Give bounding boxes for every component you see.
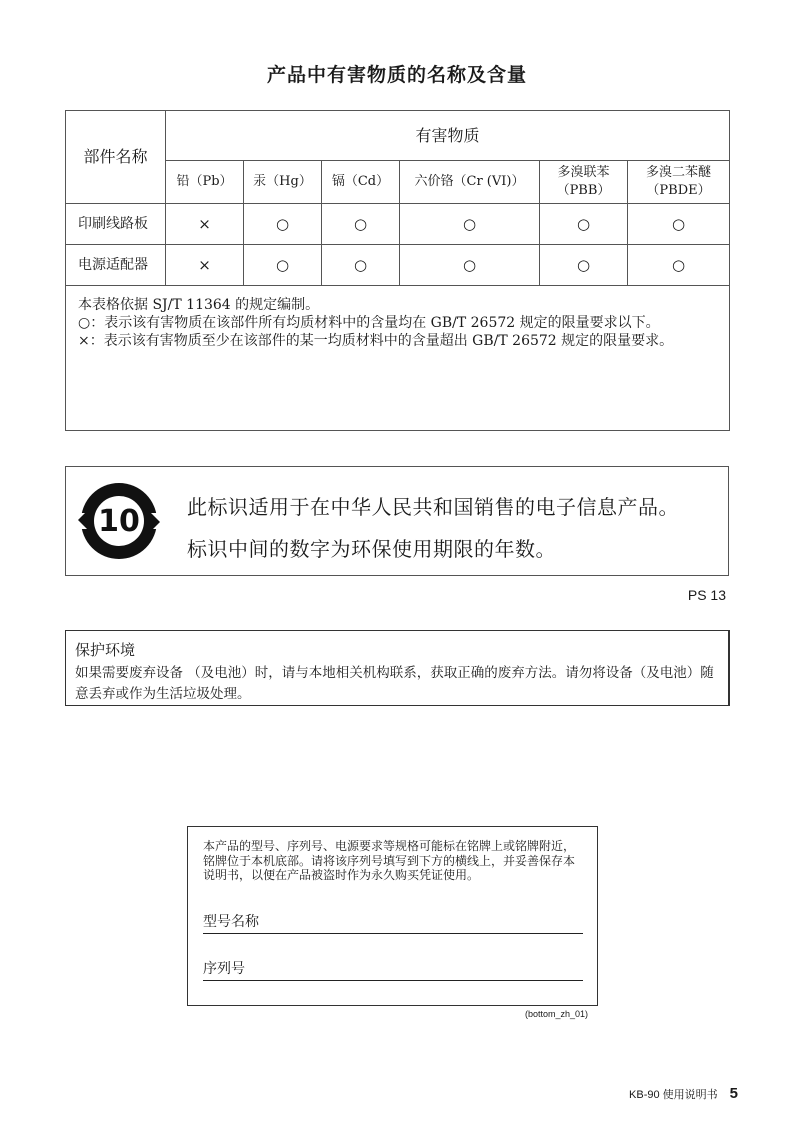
environment-box [65, 630, 730, 706]
mark-cell: ○ [628, 245, 730, 286]
environment-body: 如果需要废弃设备 （及电池）时，请与本地相关机构联系，获取正确的废弃方法。请勿将设备（及电池）随意丢弃或作为生活垃圾处理。 [75, 665, 714, 702]
part-name-cell: 印刷线路板 [66, 204, 166, 245]
mark-cell: × [166, 204, 244, 245]
mark-cell: ○ [322, 204, 400, 245]
serial-number-box [187, 826, 598, 1006]
substance-header-pb: 铅（Pb） [166, 161, 244, 204]
substance-header-hg: 汞（Hg） [244, 161, 322, 204]
logo-number: 10 [98, 504, 140, 539]
mark-cell: × [166, 245, 244, 286]
mark-cell: ○ [244, 204, 322, 245]
hazardous-substances-table [65, 110, 730, 431]
ps-code: PS 13 [687, 587, 726, 603]
serial-number-label: 序列号 [203, 961, 245, 977]
substance-header-pbde: 多溴二苯醚 （PBDE） [628, 161, 730, 204]
mark-cell: ○ [400, 245, 540, 286]
note-circle: ○：表示该有害物质在该部件所有均质材料中的含量均在 GB/T 26572 规定的限量要求以下。 [78, 315, 660, 331]
mark-cell: ○ [540, 204, 628, 245]
environment-title: 保护环境 [75, 641, 136, 659]
substances-group-header: 有害物质 [166, 111, 730, 161]
serial-number-line [203, 980, 583, 981]
table-notes [66, 286, 730, 431]
mark-cell: ○ [400, 204, 540, 245]
mark-cell: ○ [540, 245, 628, 286]
note-standard: 本表格依据 SJ/T 11364 的规定编制。 [78, 297, 320, 313]
mark-description-line1: 此标识适用于在中华人民共和国销售的电子信息产品。 [187, 495, 679, 519]
mark-cell: ○ [628, 204, 730, 245]
eco-mark-box [65, 466, 729, 576]
model-name-line [203, 933, 583, 934]
part-name-header: 部件名称 [66, 111, 166, 204]
page-number: 5 [729, 1085, 738, 1102]
mark-cell: ○ [244, 245, 322, 286]
substance-header-cr6: 六价铬（Cr (VI)） [400, 161, 540, 204]
part-name-cell: 电源适配器 [66, 245, 166, 286]
substance-header-pbb: 多溴联苯 （PBB） [540, 161, 628, 204]
note-cross: ×：表示该有害物质至少在该部件的某一均质材料中的含量超出 GB/T 26572 规定的限量要求。 [78, 333, 674, 349]
mark-cell: ○ [322, 245, 400, 286]
page-footer [629, 1085, 738, 1102]
table-row [66, 245, 730, 286]
table-row [66, 204, 730, 245]
model-name-label: 型号名称 [203, 914, 259, 930]
page-title: 产品中有害物质的名称及含量 [266, 64, 527, 86]
environment-protection-period-icon [78, 480, 160, 562]
mark-description-line2: 标识中间的数字为环保使用期限的年数。 [187, 537, 556, 561]
substance-header-cd: 镉（Cd） [322, 161, 400, 204]
bottom-code: (bottom_zh_01) [525, 1009, 589, 1019]
footer-doc-title: KB-90 使用说明书 [629, 1089, 718, 1101]
serial-instructions: 本产品的型号、序列号、电源要求等规格可能标在铭牌上或铭牌附近，铭牌位于本机底部。请将该序列号填写到下方的横线上，并妥善保存本说明书，以便在产品被盗时作为永久购买凭证使用。 [203, 839, 576, 882]
